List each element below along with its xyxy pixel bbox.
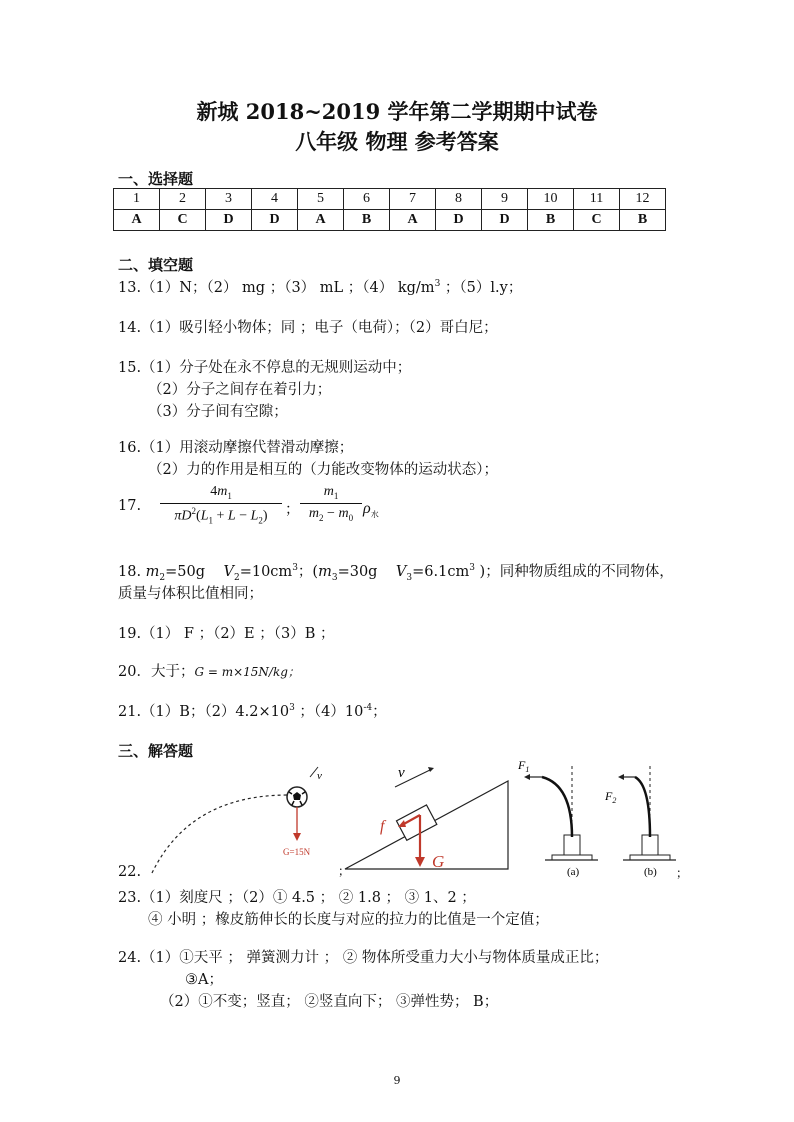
answer-18-line-1: 18. $m_2=50g$ $V_2=10cm^3$；($m_3=30g$ $V_3=6.1cm^3$ )；同种物质组成的不同物体， bbox=[118, 563, 674, 583]
answer-16-1: 16.（1）用滚动摩擦代替滑动摩擦； bbox=[118, 440, 354, 456]
table-cell: 9 bbox=[482, 189, 528, 210]
gravity-label: G bbox=[432, 852, 445, 871]
table-cell: 2 bbox=[160, 189, 206, 210]
table-cell: 12 bbox=[620, 189, 666, 210]
answer-16-2: （2）力的作用是相互的（力能改变物体的运动状态）； bbox=[148, 462, 498, 478]
answer-18-line-2: 质量与体积比值相同； bbox=[118, 586, 263, 602]
answer-24-2: ③A； bbox=[185, 972, 223, 988]
table-cell: D bbox=[206, 210, 252, 231]
answer-23-1: 23.（1）刻度尺 ；（2）① 4.5 ； ② 1.8 ； ③ 1、2 ； bbox=[118, 890, 476, 906]
table-cell: A bbox=[114, 210, 160, 231]
answer-17-sep: ； bbox=[285, 502, 300, 518]
answer-21: 21.（1）B；$(2)4.2\times 10^3$ ；$(4)10^{-4}$； bbox=[118, 703, 387, 720]
answer-17-label: 17. bbox=[118, 498, 142, 514]
table-cell: 4 bbox=[252, 189, 298, 210]
answer-13: 13.（1）N；（2） mg ；（3） mL ；（4） $kg/m^3$ ；（5）l.y； bbox=[118, 279, 523, 296]
force-f2-label: $F_2$ bbox=[605, 789, 617, 805]
title-line-2: 八年级 物理 参考答案 bbox=[295, 129, 499, 154]
trajectory-path bbox=[152, 795, 288, 873]
friction-label: f bbox=[380, 818, 385, 835]
rho-symbol: $\rho_水$ bbox=[363, 500, 379, 520]
answer-15-1: 15.（1）分子处在永不停息的无规则运动中； bbox=[118, 360, 412, 376]
table-cell: 6 bbox=[344, 189, 390, 210]
answer-24-3: （2）①不变；竖直； ②竖直向下； ③弹性势； B； bbox=[160, 994, 499, 1010]
diagram-22 bbox=[140, 755, 700, 880]
table-cell: 7 bbox=[390, 189, 436, 210]
table-cell: A bbox=[298, 210, 344, 231]
table-cell: 5 bbox=[298, 189, 344, 210]
table-cell: D bbox=[252, 210, 298, 231]
page-number: 9 bbox=[393, 1074, 401, 1087]
table-cell: B bbox=[620, 210, 666, 231]
ball-velocity-label: v bbox=[317, 770, 322, 782]
table-row-answers bbox=[114, 210, 666, 231]
answer-19: 19.（1） F ；（2）E ；（3）B ； bbox=[118, 626, 335, 642]
force-f1-label: $F_1$ bbox=[518, 758, 530, 774]
table-cell: 10 bbox=[528, 189, 574, 210]
section-solve-title: 三、解答题 bbox=[118, 742, 194, 760]
answer-22-label: 22. bbox=[118, 864, 142, 880]
section-choice-title: 一、选择题 bbox=[118, 170, 194, 188]
ball-gravity-label: G=15N bbox=[283, 847, 311, 857]
section-fill-title: 二、填空题 bbox=[118, 256, 194, 274]
label-b: (b) bbox=[644, 866, 657, 878]
table-cell: 8 bbox=[436, 189, 482, 210]
slope-velocity-label: v bbox=[398, 765, 405, 781]
label-a: (a) bbox=[567, 866, 580, 878]
answer-23-2: ④ 小明 ；橡皮筋伸长的长度与对应的拉力的比值是一个定值； bbox=[148, 912, 549, 928]
table-row-numbers bbox=[114, 189, 666, 210]
table-cell: 3 bbox=[206, 189, 252, 210]
answer-20: 20．大于；G = m×15N/kg； bbox=[118, 664, 300, 680]
answer-14: 14.（1）吸引轻小物体；同 ；电子（电荷）；（2）哥白尼； bbox=[118, 320, 498, 336]
table-cell: C bbox=[574, 210, 620, 231]
title-line-1: 新城 2018~2019 学年第二学期期中试卷 bbox=[196, 99, 598, 124]
table-cell: D bbox=[482, 210, 528, 231]
answer-15-3: （3）分子间有空隙； bbox=[148, 404, 288, 420]
football-icon bbox=[287, 787, 307, 807]
formula-17-1: $4m_1$ $\pi D^2(L_1 + L - L_2)$ bbox=[160, 484, 282, 525]
table-cell: 11 bbox=[574, 189, 620, 210]
table-cell: D bbox=[436, 210, 482, 231]
table-cell: B bbox=[344, 210, 390, 231]
formula-17-2: $m_1$ $m_2 - m_0$ bbox=[300, 484, 362, 523]
table-cell: A bbox=[390, 210, 436, 231]
answer-24-1: 24.（1）①天平 ； 弹簧测力计 ； ② 物体所受重力大小与物体质量成正比； bbox=[118, 950, 609, 966]
answer-15-2: （2）分子之间存在着引力； bbox=[148, 382, 332, 398]
answer-table bbox=[113, 188, 666, 231]
table-cell: 1 bbox=[114, 189, 160, 210]
table-cell: B bbox=[528, 210, 574, 231]
table-cell: C bbox=[160, 210, 206, 231]
slope-sep: ； bbox=[338, 864, 351, 878]
diagram-end-sep: ； bbox=[676, 866, 689, 880]
